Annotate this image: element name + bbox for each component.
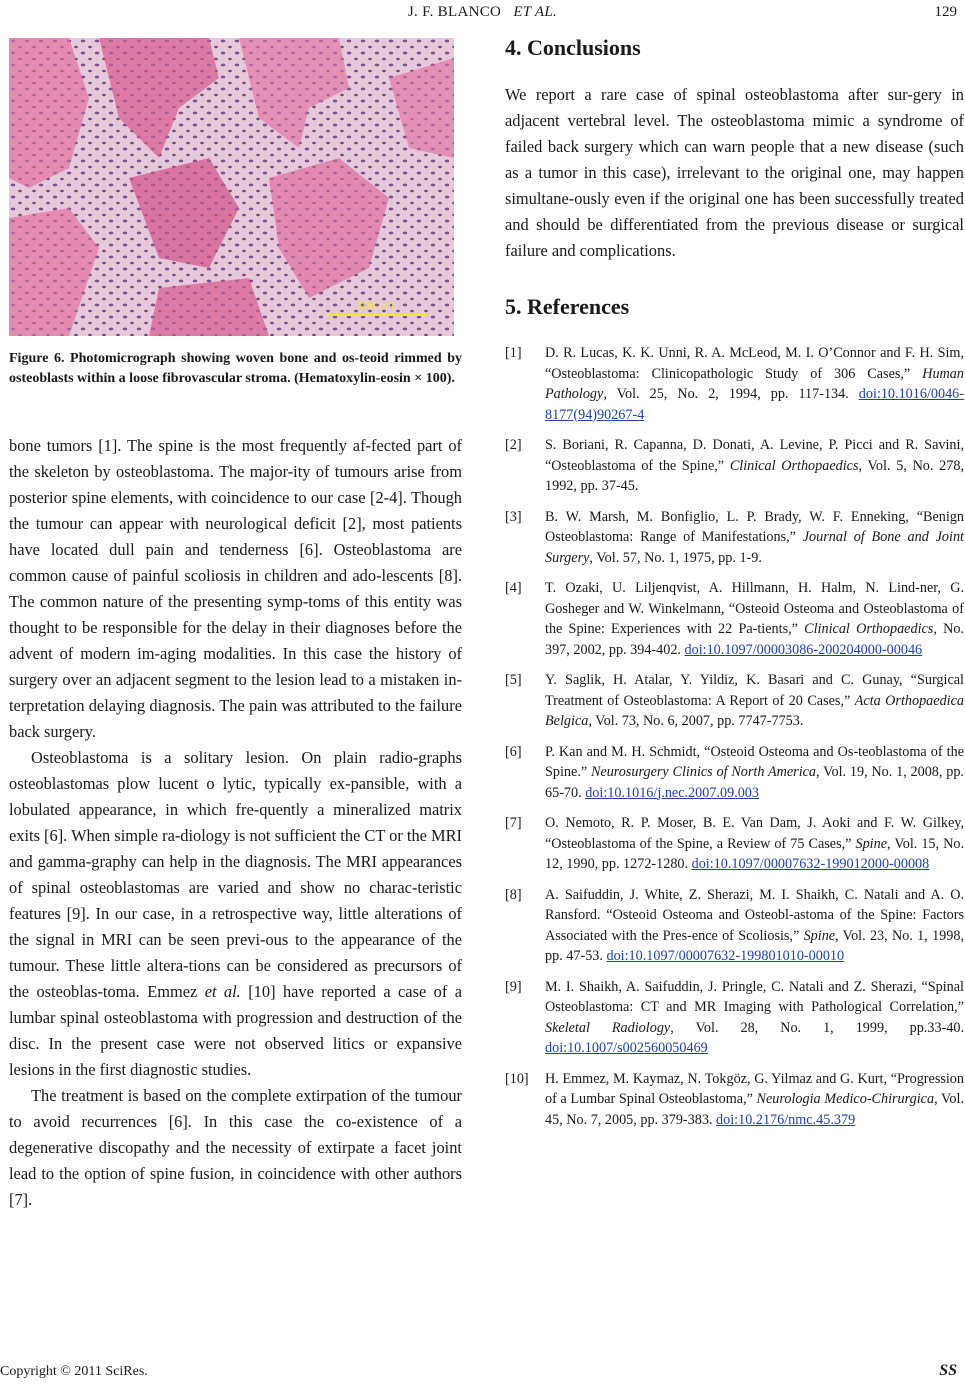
reference-details: , Vol. 57, No. 1, 1975, pp. 1-9. bbox=[589, 549, 762, 566]
reference-number: [8] bbox=[505, 886, 522, 903]
reference-item bbox=[505, 578, 964, 660]
reference-doi-link[interactable]: doi:10.1016/0046-8177(94)90267-4 bbox=[545, 386, 964, 423]
reference-list bbox=[505, 343, 964, 1140]
reference-journal: Spine bbox=[803, 927, 836, 944]
reference-item bbox=[505, 343, 964, 425]
reference-item bbox=[505, 435, 964, 497]
reference-number: [5] bbox=[505, 672, 522, 688]
reference-journal: Neurosurgery Clinics of North America bbox=[590, 764, 817, 780]
body-paragraph-1: bone tumors [1]. The spine is the most frequently af-fected part of the skeleton by osteoblastoma. The major-ity of tumours arise from posterior spine elements, with coincidence to our case [2-4]. Though the tumour can appear with neurological deficit [2], most patients have located dull pain and tenderness [6]. Osteoblastoma are common cause of painful scoliosis in children and ado-lescents [8]. The common nature of the presenting symp-toms of this entity was thought to be responsible for the delay in their diagnoses before the advent of modern im-aging modalities. In this case the history of surgery over an adjacent segment to the lesion lead to a mistaken in-terpretation delaying diagnosis. The pain was attributed to the failure back surgery. bbox=[9, 436, 462, 741]
et-al: ET AL. bbox=[513, 4, 558, 20]
reference-text bbox=[545, 742, 964, 804]
reference-item bbox=[505, 813, 964, 875]
para2-et-al: et al. bbox=[204, 982, 241, 1001]
references-heading: 5. References bbox=[505, 294, 630, 319]
conclusions-text: We report a rare case of spinal osteoblastoma after sur-gery in adjacent vertebral level. The osteoblastoma mimic a syndrome of failed back surgery which can warn people that a new disease (such as a tumor in this case), irrelevant to the original one, may happen simultane-ously even if the original one has been successfully treated and should be differentiated from the previous disease or surgical failure and complications. bbox=[505, 85, 964, 260]
reference-text bbox=[545, 813, 964, 875]
body-paragraph-2 bbox=[9, 745, 462, 1083]
reference-authors-title: B. W. Marsh, M. Bonfiglio, L. P. Brady, W. F. Enneking, “Benign Osteoblastoma: Range of Manifestations,” bbox=[545, 508, 964, 545]
reference-text bbox=[545, 1069, 964, 1131]
reference-authors-title: S. Boriani, R. Capanna, D. Donati, A. Levine, P. Picci and R. Savini, “Osteoblastoma of the Spine,” bbox=[545, 437, 964, 474]
para2-text-b: [10] have reported a case of a lumbar spinal osteoblastoma with progression and destruction of the disc. In the present case were not observed litics or expansive lesions in the first diagnostic studies. bbox=[9, 982, 462, 1079]
reference-text bbox=[545, 885, 964, 967]
reference-authors-title: Y. Saglik, H. Atalar, Y. Yildiz, K. Basari and C. Gunay, “Surgical Treatment of Osteoblastoma: A Report of 20 Cases,” bbox=[545, 672, 964, 709]
reference-authors-title: H. Emmez, M. Kaymaz, N. Tokgöz, G. Yilmaz and G. Kurt, “Progression of a Lumbar Spinal Osteoblastoma,” bbox=[545, 1070, 964, 1107]
reference-authors-title: A. Saifuddin, J. White, Z. Sherazi, M. I. Shaikh, C. Natali and A. O. Ransford. “Osteoid Osteoma and Osteobl-astoma of the Spine: Factors Associated with the Pres-ence of Scoliosis,” bbox=[545, 886, 964, 944]
copyright-notice: Copyright © 2011 SciRes. bbox=[0, 1364, 148, 1379]
reference-number: [2] bbox=[505, 437, 522, 453]
reference-authors-title: D. R. Lucas, K. K. Unni, R. A. McLeod, M. I. O’Connor and F. H. Sim, “Osteoblastoma: Clinicopathologic Study of 306 Cases,” bbox=[545, 345, 964, 382]
reference-details: , Vol. 45, No. 7, 2005, pp. 379-383. bbox=[545, 1091, 964, 1128]
reference-authors-title: T. Ozaki, U. Liljenqvist, A. Hillmann, H. Halm, N. Lind-ner, G. Gosheger and W. Winkelmann, “Osteoid Osteoma and Osteoblastoma of the Spine: Experiences with 22 Pa-tients,” bbox=[545, 580, 964, 637]
para2-text-a: Osteoblastoma is a solitary lesion. On plain radio-graphs osteoblastomas plow lucent o lytic, typically ex-pansible, with a lobulated appearance, in which fre-quently a mineralized matrix exits [6]. When simple ra-diology is not sufficient the CT or the MRI and gamma-graphy can help in the diagnosis. The MRI appearances of spinal osteoblastomas are varied and show no charac-teristic features [9]. In our case, in a retrospective way, little alterations of the signal in MRI can be seen previ-ous to the appearance of the tumour. These little altera-tions can be considered as precursors of the osteoblas-toma. Emmez bbox=[9, 748, 462, 1001]
reference-text bbox=[545, 343, 964, 425]
reference-authors-title: M. I. Shaikh, A. Saifuddin, J. Pringle, C. Natali and Z. Sherazi, “Spinal Osteoblastoma: CT and MR Imaging with Pathological Correlation,” bbox=[545, 978, 964, 1015]
reference-item bbox=[505, 977, 964, 1059]
running-head-authors bbox=[0, 4, 965, 21]
body-paragraph-3: The treatment is based on the complete extirpation of the tumour to avoid recurrences [6]. In this case the co-existence of a degenerative discopathy and the necessity of extirpate a facet joint lead to the option of spine fusion, in coincidence with other authors [7]. bbox=[9, 1086, 462, 1209]
page-number: 129 bbox=[934, 4, 957, 20]
reference-journal: Clinical Orthopaedics bbox=[804, 621, 934, 637]
reference-doi-link[interactable]: doi:10.1016/j.nec.2007.09.003 bbox=[585, 784, 759, 801]
running-head bbox=[0, 4, 965, 24]
reference-item bbox=[505, 742, 964, 804]
reference-doi-link[interactable]: doi:10.1097/00007632-199012000-00008 bbox=[691, 856, 930, 872]
reference-details: , Vol. 25, No. 2, 1994, pp. 117-134. bbox=[603, 386, 859, 402]
conclusions-heading: 4. Conclusions bbox=[505, 35, 641, 60]
reference-details: , Vol. 23, No. 1, 1998, pp. 47-53. bbox=[545, 927, 964, 964]
reference-number: [10] bbox=[505, 1070, 529, 1087]
reference-item bbox=[505, 1069, 964, 1131]
scale-bar-label: 100 µm bbox=[357, 300, 394, 312]
reference-details: , Vol. 28, No. 1, 1999, pp.33-40. bbox=[670, 1019, 964, 1036]
histology-figure bbox=[9, 38, 454, 336]
reference-details: , Vol. 5, No. 278, 1992, pp. 37-45. bbox=[545, 457, 964, 494]
reference-text bbox=[545, 977, 964, 1059]
histology-image bbox=[9, 38, 454, 336]
left-column bbox=[9, 433, 462, 1213]
reference-journal: Skeletal Radiology bbox=[545, 1019, 671, 1036]
reference-details: , Vol. 73, No. 6, 2007, pp. 7747-7753. bbox=[588, 713, 804, 729]
reference-doi-link[interactable]: doi:10.1097/00003086-200204000-00046 bbox=[684, 641, 923, 658]
reference-doi-link[interactable]: doi:10.1097/00007632-199801010-00010 bbox=[606, 948, 845, 964]
reference-journal: Human Pathology bbox=[545, 365, 964, 402]
reference-text bbox=[545, 435, 964, 497]
reference-journal: Spine bbox=[855, 835, 887, 852]
reference-journal: Clinical Orthopaedics bbox=[729, 457, 859, 474]
reference-details: , No. 397, 2002, pp. 394-402. bbox=[545, 621, 964, 658]
reference-number: [9] bbox=[505, 978, 522, 995]
reference-number: [4] bbox=[505, 580, 522, 596]
reference-number: [1] bbox=[505, 345, 522, 361]
reference-number: [3] bbox=[505, 508, 522, 525]
reference-text bbox=[545, 507, 964, 569]
reference-number: [7] bbox=[505, 815, 522, 831]
reference-number: [6] bbox=[505, 743, 522, 760]
reference-authors-title: O. Nemoto, R. P. Moser, B. E. Van Dam, J. Aoki and F. W. Gilkey, “Osteoblastoma of the Spine, a Review of 75 Cases,” bbox=[545, 815, 964, 852]
reference-text bbox=[545, 670, 964, 732]
author-name: J. F. BLANCO bbox=[407, 4, 502, 20]
journal-abbreviation: SS bbox=[939, 1362, 957, 1379]
reference-item bbox=[505, 507, 964, 569]
reference-item bbox=[505, 885, 964, 967]
reference-authors-title: P. Kan and M. H. Schmidt, “Osteoid Osteoma and Os-teoblastoma of the Spine.” bbox=[545, 743, 964, 780]
figure-caption: Figure 6. Photomicrograph showing woven bone and os-teoid rimmed by osteoblasts within a loose fibrovascular stroma. (Hematoxylin-eosin × 100). bbox=[9, 351, 462, 386]
reference-journal: Neurologia Medico-Chirurgica bbox=[756, 1091, 935, 1107]
reference-journal: Journal of Bone and Joint Surgery bbox=[545, 529, 964, 566]
reference-details: , Vol. 19, No. 1, 2008, pp. 65-70. bbox=[545, 764, 964, 801]
reference-doi-link[interactable]: doi:10.2176/nmc.45.379 bbox=[716, 1111, 856, 1128]
reference-doi-link[interactable]: doi:10.1007/s002560050469 bbox=[545, 1040, 708, 1056]
reference-text bbox=[545, 578, 964, 660]
reference-journal: Acta Orthopaedica Belgica bbox=[545, 692, 964, 729]
reference-details: , Vol. 15, No. 12, 1990, pp. 1272-1280. bbox=[545, 835, 964, 872]
reference-item bbox=[505, 670, 964, 732]
